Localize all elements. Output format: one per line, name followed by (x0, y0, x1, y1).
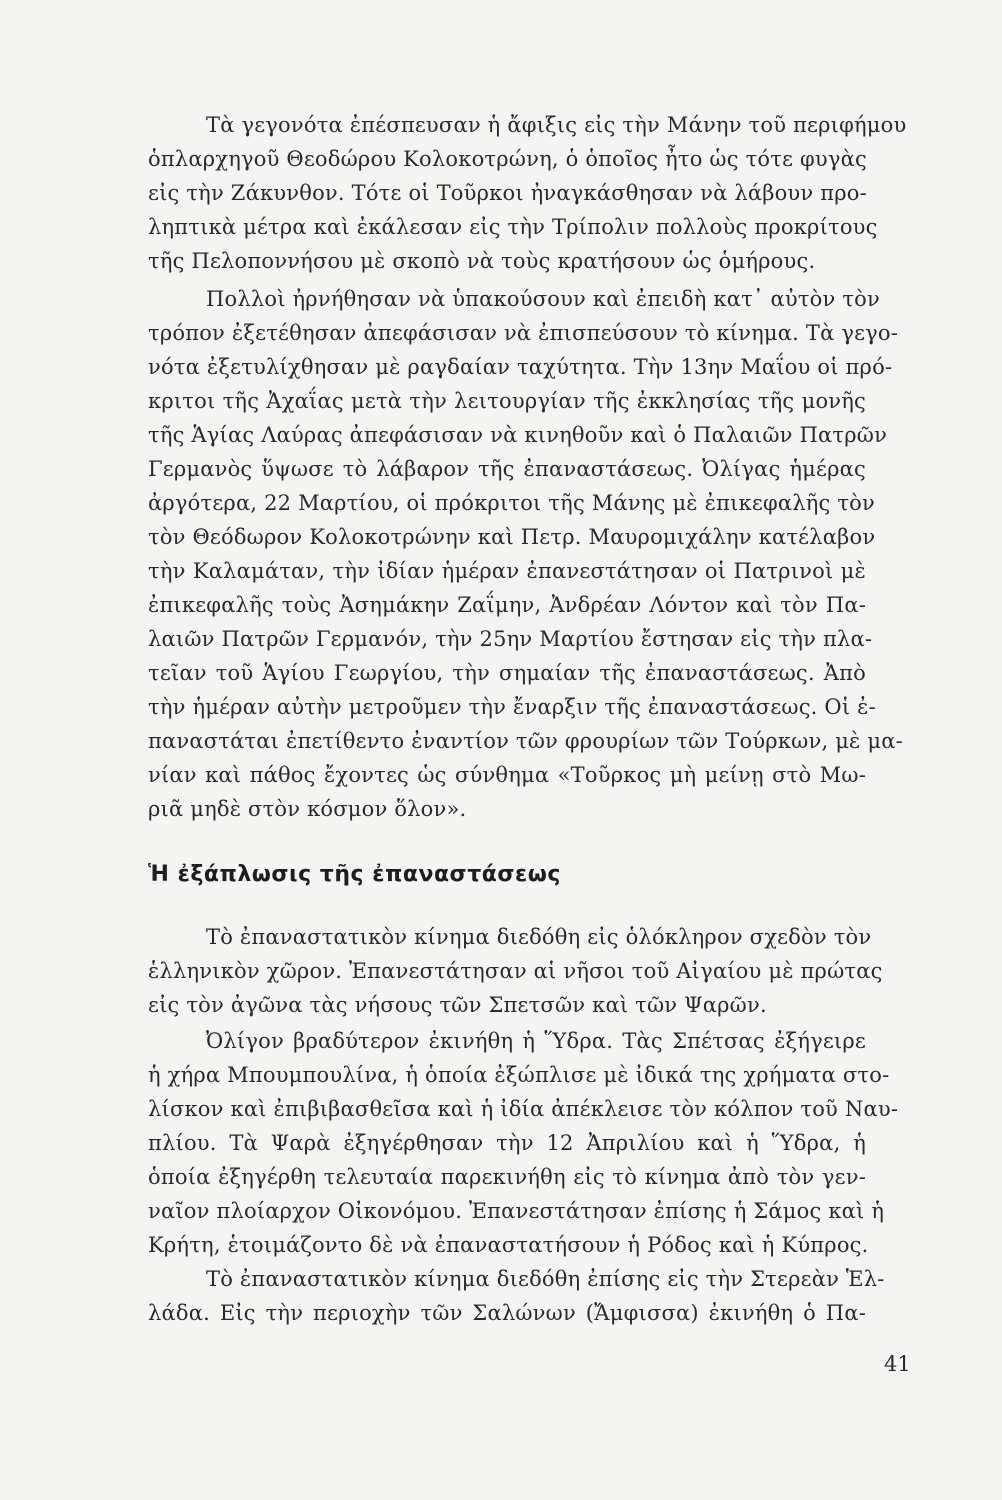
text-line: κριτοι τῆς Ἀχαΐας μετὰ τὴν λειτουργίαν τῆς ἐκκλησίας τῆς μονῆς (148, 389, 866, 413)
text-line: Πολλοὶ ἠρνήθησαν νὰ ὑπακούσουν καὶ ἐπειδὴ κατ᾽ αὐτὸν τὸν (206, 287, 880, 311)
page-number: 41 (884, 1352, 911, 1376)
text-line: Τὸ ἐπαναστατικὸν κίνημα διεδόθη εἰς ὁλόκληρον σχεδὸν τὸν (206, 925, 872, 949)
text-line: τῆς Ἁγίας Λαύρας ἀπεφάσισαν νὰ κινηθοῦν καὶ ὁ Παλαιῶν Πατρῶν (148, 423, 888, 447)
text-line: Κρήτη, ἑτοιμάζοντο δὲ νὰ ἐπαναστατήσουν ἡ Ρόδος καὶ ἡ Κύπρος. (148, 1233, 869, 1257)
text-line: ριᾶ μηδὲ στὸν κόσμον ὅλον». (148, 797, 467, 821)
text-line: πλίου. Τὰ Ψαρὰ ἐξηγέρθησαν τὴν 12 Ἀπριλίου καὶ ἡ Ὕδρα, ἡ (148, 1131, 866, 1155)
text-line: παναστάται ἐπετίθεντο ἐναντίον τῶν φρουρίων τῶν Τούρκων, μὲ μα- (148, 729, 903, 753)
text-line: νότα ἐξετυλίχθησαν μὲ ραγδαίαν ταχύτητα. Τὴν 13ην Μαΐου οἱ πρό- (148, 355, 893, 379)
text-line: ἑλληνικὸν χῶρον. Ἐπανεστάτησαν αἱ νῆσοι τοῦ Αἰγαίου μὲ πρώτας (148, 959, 883, 983)
text-line: ναῖον πλοίαρχον Οἰκονόμου. Ἐπανεστάτησαν ἐπίσης ἡ Σάμος καὶ ἡ (148, 1199, 885, 1223)
text-line: ὁπλαρχηγοῦ Θεοδώρου Κολοκοτρώνη, ὁ ὁποῖος ἦτο ὡς τότε φυγὰς (148, 147, 867, 171)
text-line: ἐπικεφαλῆς τοὺς Ἀσημάκην Ζαΐμην, Ἀνδρέαν Λόντον καὶ τὸν Πα- (148, 593, 866, 617)
text-line: τεῖαν τοῦ Ἁγίου Γεωργίου, τὴν σημαίαν τῆς ἐπαναστάσεως. Ἀπὸ (148, 661, 866, 685)
text-line: ὁποία ἐξηγέρθη τελευταία παρεκινήθη εἰς τὸ κίνημα ἀπὸ τὸν γεν- (148, 1165, 866, 1189)
text-line: λαιῶν Πατρῶν Γερμανόν, τὴν 25ην Μαρτίου ἔστησαν εἰς τὴν πλα- (148, 627, 873, 651)
text-line: τῆς Πελοποννήσου μὲ σκοπὸ νὰ τοὺς κρατήσουν ὡς ὁμήρους. (148, 249, 816, 273)
text-line: τὸν Θεόδωρον Κολοκοτρώνην καὶ Πετρ. Μαυρομιχάλην κατέλαβον (148, 525, 876, 549)
text-line: τρόπον ἐξετέθησαν ἀπεφάσισαν νὰ ἐπισπεύσουν τὸ κίνημα. Τὰ γεγο- (148, 321, 899, 345)
section-heading: Ἡ ἐξάπλωσις τῆς ἐπαναστάσεως (148, 862, 561, 887)
text-line: Τὸ ἐπαναστατικὸν κίνημα διεδόθη ἐπίσης εἰς τὴν Στερεὰν Ἑλ- (206, 1267, 885, 1291)
text-line: νίαν καὶ πάθος ἔχοντες ὡς σύνθημα «Τοῦρκος μὴ μείνῃ στὸ Μω- (148, 763, 866, 787)
text-line: τὴν Καλαμάταν, τὴν ἰδίαν ἡμέραν ἐπανεστάτησαν οἱ Πατρινοὶ μὲ (148, 559, 866, 583)
text-line: λάδα. Εἰς τὴν περιοχὴν τῶν Σαλώνων (Ἄμφισσα) ἐκινήθη ὁ Πα- (148, 1301, 866, 1325)
text-line: ληπτικὰ μέτρα καὶ ἐκάλεσαν εἰς τὴν Τρίπολιν πολλοὺς προκρίτους (148, 215, 878, 239)
text-line: εἰς τὸν ἀγῶνα τὰς νήσους τῶν Σπετσῶν καὶ τῶν Ψαρῶν. (148, 993, 767, 1017)
text-line: ἡ χήρα Μπουμπουλίνα, ἡ ὁποία ἐξώπλισε μὲ ἰδικά της χρήματα στο- (148, 1063, 890, 1087)
text-line: τὴν ἡμέραν αὐτὴν μετροῦμεν τὴν ἔναρξιν τῆς ἐπαναστάσεως. Οἱ ἐ- (148, 695, 876, 719)
text-line: Γερμανὸς ὕψωσε τὸ λάβαρον τῆς ἐπαναστάσεως. Ὀλίγας ἡμέρας (148, 457, 866, 481)
text-line: ἀργότερα, 22 Μαρτίου, οἱ πρόκριτοι τῆς Μάνης μὲ ἐπικεφαλῆς τὸν (148, 491, 875, 515)
text-line: λίσκον καὶ ἐπιβιβασθεῖσα καὶ ἡ ἰδία ἀπέκλεισε τὸν κόλπον τοῦ Ναυ- (148, 1097, 899, 1121)
text-line: Ὀλίγον βραδύτερον ἐκινήθη ἡ Ὕδρα. Τὰς Σπέτσας ἐξήγειρε (206, 1029, 866, 1053)
text-line: Τὰ γεγονότα ἐπέσπευσαν ἡ ἄφιξις εἰς τὴν Μάνην τοῦ περιφήμου (206, 113, 907, 137)
text-line: εἰς τὴν Ζάκυνθον. Τότε οἱ Τοῦρκοι ἠναγκάσθησαν νὰ λάβουν προ- (148, 181, 867, 205)
